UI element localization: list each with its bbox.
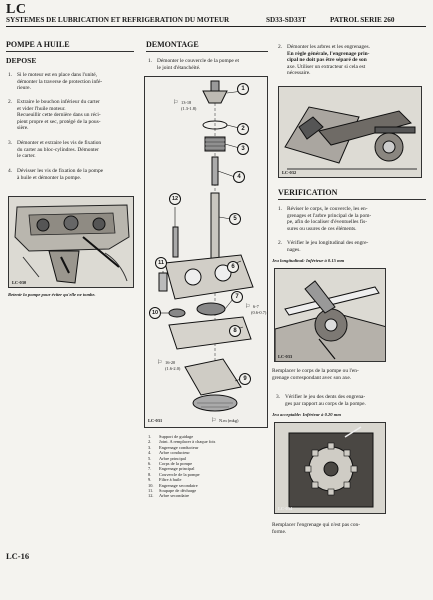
torque-side: 6-7: [253, 304, 259, 309]
torque-main-sub: (1.3-1.8): [181, 106, 197, 111]
torque-icon: ⚐: [245, 303, 251, 310]
callout-6: 6: [227, 261, 239, 273]
replace-pump-body: Remplacer le corps de la pompe ou l'en- grenage correspondant avec son axe.: [272, 368, 359, 381]
figure-lc-033: [274, 268, 386, 362]
list-item: 2. Joint. A remplacer à chaque fois: [148, 439, 216, 445]
oil-pump-heading: POMPE A HUILE: [6, 40, 70, 49]
disassembly-heading: DEMONTAGE: [146, 40, 199, 49]
callout-5: 5: [229, 213, 241, 225]
header-rule: [6, 26, 426, 27]
torque-main: 13-18: [181, 100, 192, 105]
middle-rule: [146, 51, 268, 52]
backlash-spec: Jeu acceptable: Inférieur à 0.20 mm: [272, 412, 341, 417]
removal-heading: DEPOSE: [6, 56, 37, 65]
inspection-heading: VERIFICATION: [278, 188, 338, 197]
list-item: 11. Soupape de décharge: [148, 487, 197, 493]
list-item: 5. Arbre principal: [148, 455, 186, 461]
callout-9: 9: [239, 373, 251, 385]
callout-11: 11: [155, 257, 167, 269]
endplay-spec: Jeu longitudinal: Inférieur à 0.15 mm: [272, 258, 345, 263]
torque-icon: ⚐: [211, 417, 217, 424]
torque-icon: ⚐: [157, 359, 163, 366]
figure-lc-030-label: LC-030: [12, 280, 27, 285]
list-item: 7. Engrenage principal: [148, 466, 195, 472]
list-item: 10. Engrenage secondaire: [148, 482, 198, 488]
engine-model: SD33-SD33T: [266, 16, 306, 24]
engine-underside-illustration: [9, 197, 134, 288]
section-code: LC: [6, 2, 27, 17]
list-item: 8. Couvercle de la pompe: [148, 471, 200, 477]
manual-page: LC SYSTEMES DE LUBRICATION ET REFRIGERATION DU MOTEUR SD33-SD33T PATROL SERIE 260 POMPE A HUILE DEPOSE 1. Si le moteur est en place dans l'unité, démonter la traverse de protection infé- rieure. 2. Extraire le bouchon inférieur du carter et vider l'huile moteur. Recueuillir cette dernière dans un réci- pient propre et sec, protégé de la pous- sière. 3. Démonter et extraire les vis de fixation du carter au bloc-cylindres. Démonter le carter. 4. Dévisser les vis de fixation de la pompe à huile et démonter la pompe. LC-030 Retenir la pompe pour éviter qu'elle ne tombe. DEMONTAGE 1. Démonter le couvercle de la pompe et le joint d'étanchéité. 1 2 3 4 5 6 7 8 9 10 11 12 ⚐ 13-18 (1.3-1.8) ⚐ 6-7 (0.6-0.7) ⚐ 16-20 (1.6-2.0) ⚐ N.m (mkg) LC-031 1. Support de guidage 2. Joint. A remplacer à chaque fois 3. Engrenage conducteur 4. Arbre conducteur 5. Arbre principal 6. Corps de la pompe 7. Engrenage principal 8. Couvercle de la pompe 9. Filtre à huile 10. Engrenage secondaire 11. Soupape de décharge 12. Arbre secondaire 2. Démonter les arbres et les engrenages. En règle générale, l'engrenage prin- cipal ne doit pas être séparé de son axe. Utiliser un extracteur si cela est nécessaire. LC-032 VERIFICATION 1. Réviser le corps, le couvercle, les en- grenages et l'arbre principal de la pom- pe, afin de localiser d'éventuelles fis- sures ou usures de ces éléments. 2. Vérifier le jeu longitudinal des engre- nages. Jeu longitudinal: Inférieur à 0.15 mm LC-033 Remplacer le corps de la pompe ou l'en- grenage correspondant avec son axe. 3. Vérifier le jeu des dents des engrena- ges par rapport au corps de la pompe. Jeu acceptable: Inférieur à 0.20 mm LC-034 Remplacer l'engrenage qui n'est pas con- forme. LC-16: [0, 0, 433, 600]
callout-12: 12: [169, 193, 181, 205]
figure-lc-034: [274, 422, 386, 514]
gear-removal-illustration: [279, 87, 422, 178]
replace-gear: Remplacer l'engrenage qui n'est pas con- forme.: [272, 522, 361, 535]
torque-side-sub: (0.6-0.7): [251, 310, 267, 315]
torque-low: 16-20: [165, 360, 176, 365]
left-rule: [6, 51, 134, 52]
callout-10: 10: [149, 307, 161, 319]
parts-list: [148, 434, 264, 499]
right-rule: [278, 199, 426, 200]
callout-1: 1: [237, 83, 249, 95]
list-item: 6. Corps de la pompe: [148, 460, 193, 466]
section-title: SYSTEMES DE LUBRICATION ET REFRIGERATION DU MOTEUR: [6, 16, 230, 24]
figure-lc-032-label: LC-032: [282, 170, 297, 175]
figure-lc-030: [8, 196, 134, 288]
tooth-clearance-illustration: [275, 423, 386, 514]
figure-lc-031: [144, 76, 268, 428]
list-item: 4. Arbre conducteur: [148, 450, 190, 456]
callout-4: 4: [233, 171, 245, 183]
callout-7: 7: [231, 291, 243, 303]
callout-3: 3: [237, 143, 249, 155]
figure-lc-033-label: LC-033: [278, 354, 293, 359]
callout-2: 2: [237, 123, 249, 135]
page-number: LC-16: [6, 551, 30, 561]
callout-8: 8: [229, 325, 241, 337]
torque-low-sub: (1.6-2.0): [165, 366, 181, 371]
figure-lc-032: [278, 86, 422, 178]
list-item: 3. Engrenage conducteur: [148, 444, 199, 450]
list-item: 1. Support de guidage: [148, 434, 194, 439]
endplay-check-illustration: [275, 269, 386, 362]
vehicle-series: PATROL SERIE 260: [330, 16, 395, 24]
figure-lc-034-label: LC-034: [278, 506, 293, 511]
list-item: 9. Filtre à huile: [148, 477, 182, 483]
list-item: 12. Arbre secondaire: [148, 493, 190, 499]
figure-lc-030-caption: Retenir la pompe pour éviter qu'elle ne tombe.: [8, 292, 96, 297]
torque-icon: ⚐: [173, 99, 179, 106]
figure-lc-031-label: LC-031: [148, 418, 163, 423]
torque-unit: N.m (mkg): [219, 418, 239, 423]
